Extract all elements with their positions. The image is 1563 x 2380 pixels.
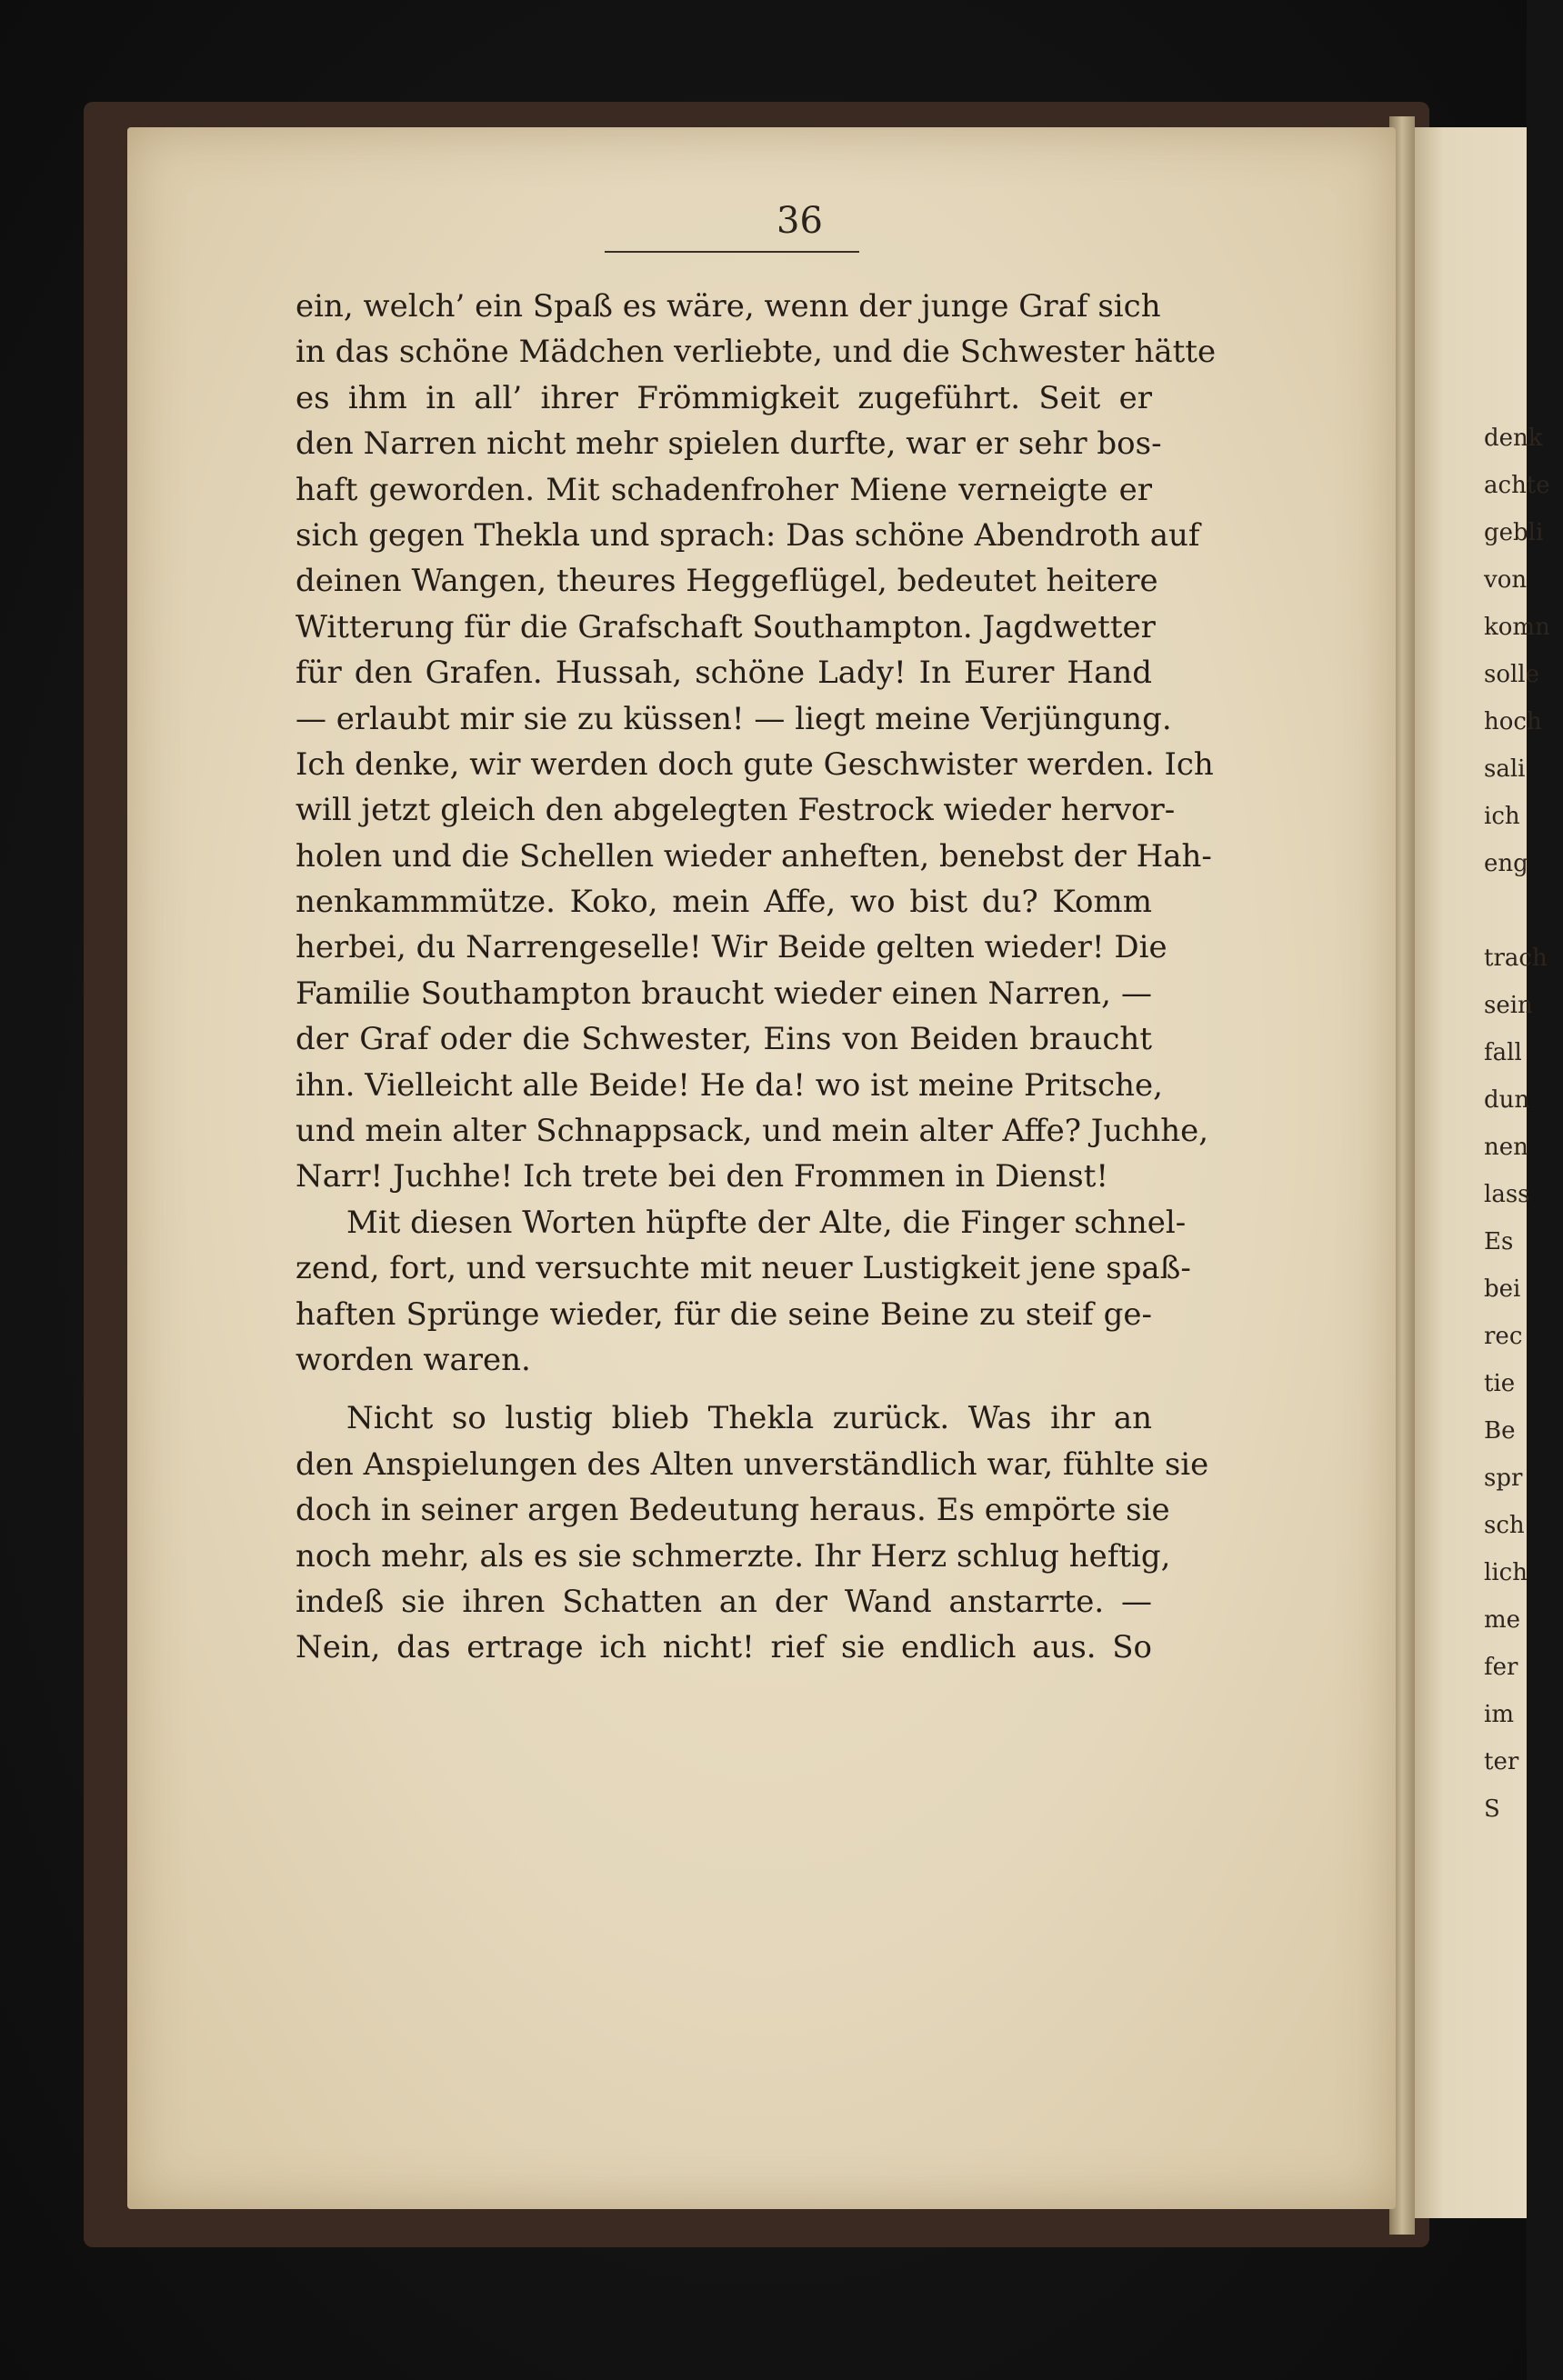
fragment-line: von [1484,566,1528,594]
text-line: will jetzt gleich den abgelegten Festrock wieder hervor- [296,792,1176,829]
fragment-line: nen [1484,1134,1528,1161]
fragment-line: ich [1484,803,1520,830]
fragment-line: fall [1484,1039,1522,1066]
fragment-line [1484,887,1525,935]
fragment-line: lass [1484,1181,1530,1208]
fragment-line: spr [1484,1465,1523,1492]
text-line: deinen Wangen, theures Heggeflügel, bedeutet heitere [296,563,1158,600]
text-line: für den Grafen. Hussah, schöne Lady! In Eurer Hand [296,655,1152,692]
text-line: Nicht so lustig blieb Thekla zurück. Was ihr an [346,1400,1152,1437]
fragment-line: im [1484,1701,1514,1728]
fragment-line: bei [1484,1275,1521,1303]
text-line: Witterung für die Grafschaft Southampton. Jagdwetter [296,608,1156,645]
header-rule [605,251,859,253]
body-text [296,284,1217,1671]
text-line: doch in seiner argen Bedeutung heraus. Es empörte sie [296,1492,1170,1529]
text-line: den Anspielungen des Alten unverständlich war, fühlte sie [296,1445,1209,1483]
fragment-line: lich [1484,1559,1528,1586]
text-line: und mein alter Schnappsack, und mein alter Affe? Juchhe, [296,1113,1209,1150]
text-line: — erlaubt mir sie zu küssen! — liegt meine Verjüngung. [296,700,1172,737]
fragment-line: rec [1484,1323,1523,1350]
fragment-line: S [1484,1795,1500,1823]
text-line: haften Sprünge wieder, für die seine Beine zu steif ge- [296,1295,1152,1333]
fragment-line: achte [1484,472,1550,499]
fragment-line: dun [1484,1086,1530,1114]
fragment-line: eng [1484,850,1528,877]
text-line: es ihm in all’ ihrer Frömmigkeit zugeführt. Seit er [296,379,1152,416]
facing-page-text [1484,415,1550,1833]
text-line: den Narren nicht mehr spielen durfte, war er sehr bos- [296,425,1162,463]
fragment-line: sali [1484,755,1526,783]
text-line: Mit diesen Worten hüpfte der Alte, die Finger schnel- [346,1204,1187,1241]
fragment-line: Be [1484,1417,1516,1445]
text-line: zend, fort, und versuchte mit neuer Lustigkeit jene spaß- [296,1250,1191,1287]
text-line: sich gegen Thekla und sprach: Das schöne Abendroth auf [296,516,1200,554]
text-line: nenkammmütze. Koko, mein Affe, wo bist du? Komm [296,884,1152,921]
fragment-line: tie [1484,1370,1516,1397]
fragment-line: sein [1484,992,1533,1019]
text-line: noch mehr, als es sie schmerzte. Ihr Herz schlug heftig, [296,1537,1171,1575]
text-line: in das schöne Mädchen verliebte, und die Schwester hätte [296,334,1217,371]
fragment-line: ter [1484,1748,1519,1775]
fragment-line: Es [1484,1228,1514,1255]
text-line: Ich denke, wir werden doch gute Geschwister werden. Ich [296,745,1214,783]
text-line: der Graf oder die Schwester, Eins von Beiden braucht [296,1021,1152,1058]
fragment-line: solle [1484,661,1540,688]
page-number: 36 [776,200,823,242]
fragment-line: me [1484,1606,1521,1634]
text-line: Familie Southampton braucht wieder einen Narren, — [296,975,1152,1012]
text-line: ein, welch’ ein Spaß es wäre, wenn der junge Graf sich [296,288,1161,325]
fragment-line: sch [1484,1512,1525,1539]
fragment-line: gebli [1484,519,1544,546]
text-line: Narr! Juchhe! Ich trete bei den Frommen in Dienst! [296,1158,1109,1195]
text-line: herbei, du Narrengeselle! Wir Beide gelten wieder! Die [296,929,1167,966]
fragment-line: trach [1484,945,1548,972]
text-line: ihn. Vielleicht alle Beide! He da! wo ist meine Pritsche, [296,1066,1163,1104]
text-line: Nein, das ertrage ich nicht! rief sie endlich aus. So [296,1629,1152,1666]
fragment-line: fer [1484,1654,1518,1681]
text-line: worden waren. [296,1341,531,1378]
fragment-line: denk [1484,425,1543,452]
text-line: holen und die Schellen wieder anheften, benebst der Hah- [296,837,1212,875]
text-line: haft geworden. Mit schadenfroher Miene verneigte er [296,471,1152,508]
fragment-line: komn [1484,614,1550,641]
fragment-line: hoch [1484,708,1542,735]
text-line: indeß sie ihren Schatten an der Wand anstarrte. — [296,1583,1152,1620]
